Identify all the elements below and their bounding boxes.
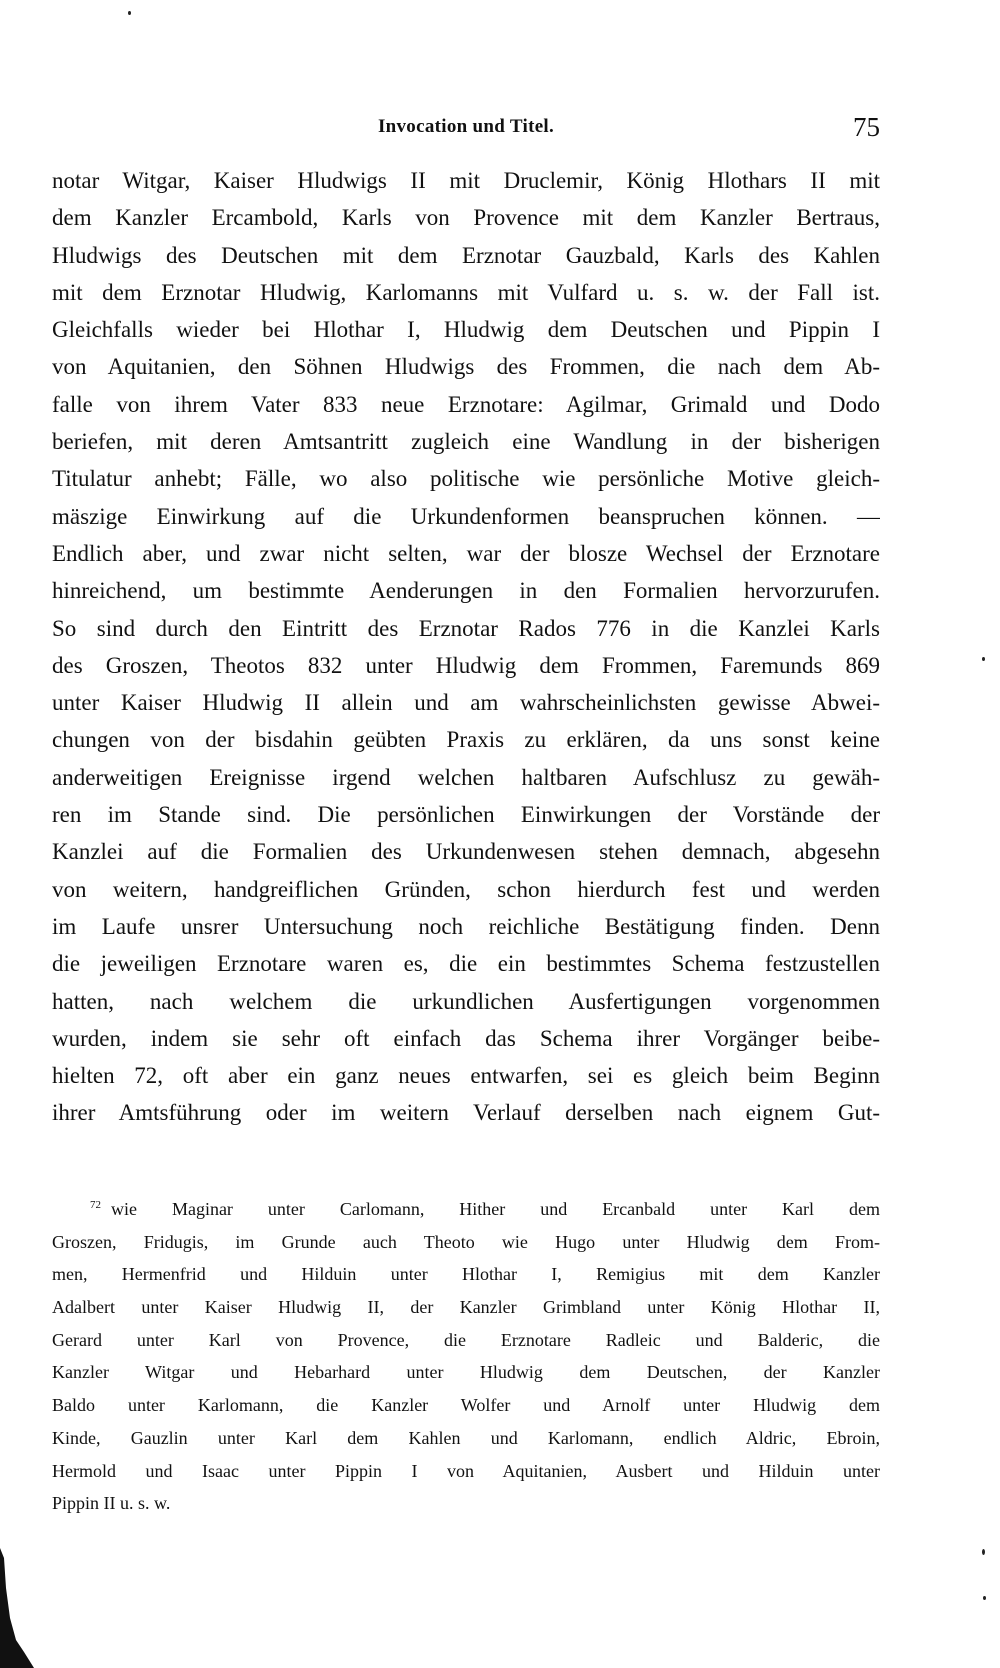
footnote-text: wie Maginar unter Carlomann, Hither und Ercanbald unter Karl dem	[111, 1199, 880, 1219]
footnote-line: Kinde, Gauzlin unter Karl dem Kahlen und Karlomann, endlich Aldric, Ebroin,	[52, 1427, 880, 1448]
text-line: Endlich aber, und zwar nicht selten, war der blosze Wechsel der Erznotare	[52, 540, 880, 566]
scan-speck	[982, 657, 985, 661]
footnote-line: Gerard unter Karl von Provence, die Erznotare Radleic und Balderic, die	[52, 1329, 880, 1350]
text-line: notar Witgar, Kaiser Hludwigs II mit Druclemir, König Hlothars II mit	[52, 168, 880, 193]
footnote-line: Hermold und Isaac unter Pippin I von Aquitanien, Ausbert und Hilduin unter	[52, 1460, 880, 1481]
text-line: chungen von der bisdahin geübten Praxis zu erklären, da uns sonst keine	[52, 727, 880, 753]
text-line: hinreichend, um bestimmte Aenderungen in den Formalien hervorzurufen.	[52, 578, 880, 604]
footnote-line: Groszen, Fridugis, im Grunde auch Theoto wie Hugo unter Hludwig dem From-	[52, 1231, 880, 1252]
text-line: die jeweiligen Erznotare waren es, die ein bestimmtes Schema festzustellen	[52, 951, 880, 977]
text-line: Gleichfalls wieder bei Hlothar I, Hludwig dem Deutschen und Pippin I	[52, 317, 880, 343]
scan-speck	[128, 11, 131, 15]
text-line: Hludwigs des Deutschen mit dem Erznotar Gauzbald, Karls des Kahlen	[52, 242, 880, 268]
footnote	[52, 1193, 880, 1520]
text-line: So sind durch den Eintritt des Erznotar Rados 776 in die Kanzlei Karls	[52, 615, 880, 641]
page-header	[52, 112, 880, 152]
scan-speck	[983, 1596, 986, 1600]
text-line: hielten 72, oft aber ein ganz neues entwarfen, sei es gleich beim Beginn	[52, 1063, 880, 1089]
text-line: ren im Stande sind. Die persönlichen Einwirkungen der Vorstände der	[52, 802, 880, 828]
text-line: Titulatur anhebt; Fälle, wo also politische wie persönliche Motive gleich-	[52, 466, 880, 492]
text-line: falle von ihrem Vater 833 neue Erznotare: Agilmar, Grimald und Dodo	[52, 391, 880, 417]
running-title: Invocation und Titel.	[377, 116, 555, 137]
text-line: wurden, indem sie sehr oft einfach das Schema ihrer Vorgänger beibe-	[52, 1025, 880, 1051]
text-line: beriefen, mit deren Amtsantritt zugleich eine Wandlung in der bisherigen	[52, 429, 880, 455]
scan-speck	[982, 1549, 985, 1555]
footnote-line: Adalbert unter Kaiser Hludwig II, der Kanzler Grimbland unter König Hlothar II,	[52, 1297, 880, 1318]
footnote-marker: 72	[90, 1199, 101, 1211]
text-line: dem Kanzler Ercambold, Karls von Provence mit dem Kanzler Bertraus,	[52, 205, 880, 231]
text-line: Kanzlei auf die Formalien des Urkundenwesen stehen demnach, abgesehn	[52, 839, 880, 865]
text-line: von Aquitanien, den Söhnen Hludwigs des Frommen, die nach dem Ab-	[52, 354, 880, 380]
text-line: mäszige Einwirkung auf die Urkundenformen beanspruchen können. —	[52, 503, 880, 529]
page-number: 75	[853, 112, 880, 142]
text-line: unter Kaiser Hludwig II allein und am wahrscheinlichsten gewisse Abwei-	[52, 690, 880, 716]
footnote-line: Kanzler Witgar und Hebarhard unter Hludwig dem Deutschen, der Kanzler	[52, 1362, 880, 1383]
text-line: anderweitigen Ereignisse irgend welchen haltbaren Aufschlusz zu gewäh-	[52, 764, 880, 790]
scan-edge-shadow	[0, 1548, 34, 1668]
text-line: mit dem Erznotar Hludwig, Karlomanns mit Vulfard u. s. w. der Fall ist.	[52, 279, 880, 305]
footnote-line	[52, 1193, 880, 1226]
text-line: im Laufe unsrer Untersuchung noch reichliche Bestätigung finden. Denn	[52, 913, 880, 939]
text-line: ihrer Amtsführung oder im weitern Verlauf derselben nach eignem Gut-	[52, 1100, 880, 1126]
main-text	[52, 162, 880, 1132]
text-line: von weitern, handgreiflichen Gründen, schon hierdurch fest und werden	[52, 876, 880, 902]
text-line: hatten, nach welchem die urkundlichen Ausfertigungen vorgenommen	[52, 988, 880, 1014]
footnote-line: Baldo unter Karlomann, die Kanzler Wolfer und Arnolf unter Hludwig dem	[52, 1395, 880, 1416]
footnote-line: men, Hermenfrid und Hilduin unter Hlothar I, Remigius mit dem Kanzler	[52, 1264, 880, 1285]
footnote-line: Pippin II u. s. w.	[52, 1493, 171, 1514]
text-line: des Groszen, Theotos 832 unter Hludwig dem Frommen, Faremunds 869	[52, 652, 880, 678]
